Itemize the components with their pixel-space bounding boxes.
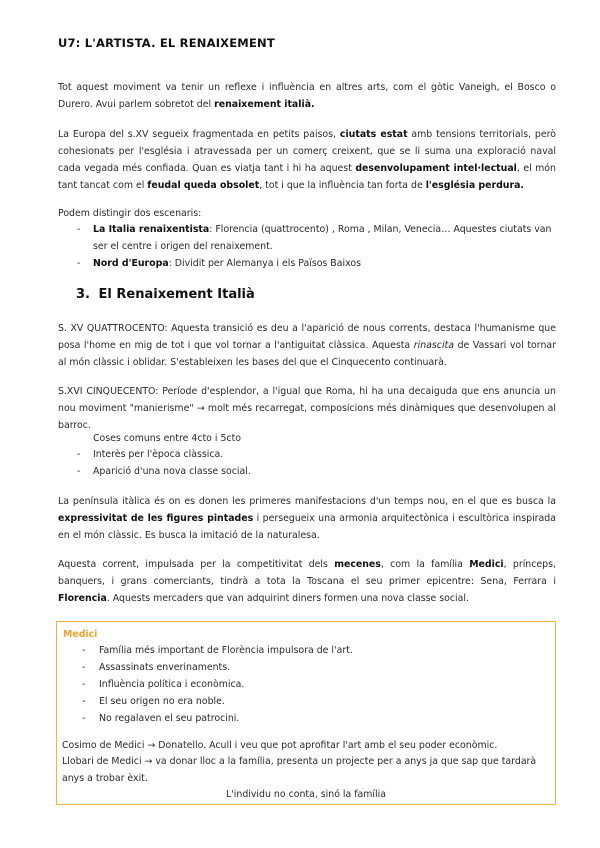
current-bold-d: Medici bbox=[469, 559, 504, 570]
peninsula-paragraph bbox=[58, 493, 556, 544]
current-bold-b: mecenes bbox=[334, 559, 381, 570]
current-bold-f: Florencia bbox=[58, 593, 107, 604]
list-item: - Família més important de Florència impulsora de l'art. bbox=[62, 642, 550, 659]
section-heading bbox=[76, 287, 255, 302]
current-text-g: . Aquests mercaders que van adquirint diners formen una nova classe social. bbox=[106, 593, 469, 604]
scenario-italy-bold: La Italia renaixentista bbox=[93, 224, 210, 235]
list-item: - Aparició d'una nova classe social. bbox=[58, 463, 556, 480]
peninsula-text-c: i persegueix una armonia arquitectònica i escultòrica inspirada en el món clàssic. Es busca la imitació de la naturalesa. bbox=[58, 513, 556, 541]
list-item: - Interès per l'època clàssica. bbox=[58, 446, 556, 463]
europe-bold-b: ciutats estat bbox=[339, 129, 408, 140]
scenario-north-text: : Dividit per Alemanya i els Països Baixos bbox=[168, 258, 361, 269]
intro-paragraph bbox=[58, 79, 556, 113]
europe-text-a: La Europa del s.XV segueix fragmentada en petits paisos, bbox=[58, 129, 340, 140]
peninsula-bold: expressivitat de les figures pintades bbox=[58, 513, 254, 524]
scenarios-list bbox=[58, 221, 556, 272]
medici-box-title: Medici bbox=[63, 629, 98, 640]
europe-paragraph bbox=[58, 126, 556, 194]
section-number: 3. bbox=[76, 287, 90, 302]
current-text-e: , prínceps, banquers, i grans comerciants, tindrà a tota la Toscana el seu primer epicentre: Sena, Ferrara i bbox=[58, 559, 556, 587]
quattro-text-c: de Vassari vol tornar al món clàssic i oblidar. S'estableixen les bases del que el Cinquecento continuarà. bbox=[58, 340, 556, 368]
intro-bold: renaixement italià. bbox=[214, 99, 315, 110]
quattro-text-a: S. XV QUATTROCENTO: Aquesta transició es deu a l'aparició de nous corrents, destaca l'humanisme que posa l'home en mig de tot i que vol tornar a l'antiguitat clàssica. Aquesta bbox=[58, 323, 556, 351]
medici-box bbox=[56, 621, 556, 805]
europe-text-c: amb tensions territorials, però cohesionats per l'església i atravessada per un comerç creixent, que se li suma una exploració naval cada vegada més confiada. Quan es viatja tant i hi ha aquest bbox=[58, 129, 557, 174]
cinquecento-paragraph: S.XVI CINQUECENTO: Període d'esplendor, a l'igual que Roma, hi ha una decaiguda que ens anuncia un nou moviment "manierisme" → molt més recarregat, composicions més dinàmiques que desenvolupen al barroc. bbox=[58, 386, 556, 431]
current-paragraph bbox=[58, 556, 556, 607]
europe-bold-d: desenvolupament intel·lectual bbox=[355, 163, 517, 174]
common-list bbox=[58, 446, 556, 480]
section-title: El Renaixement Italià bbox=[98, 287, 255, 302]
list-item: - Influència política i econòmica. bbox=[62, 676, 550, 693]
family-quote: L'individu no conta, sinó la família bbox=[225, 789, 386, 800]
page-title: U7: L'ARTISTA. EL RENAIXEMENT bbox=[58, 36, 275, 50]
europe-text-g: , tot i que la influència tan forta de bbox=[259, 180, 426, 191]
list-item: - El seu origen no era noble. bbox=[62, 693, 550, 710]
medici-list bbox=[62, 642, 550, 727]
peninsula-text-a: La península itàlica és on es donen les primeres manifestacions d'un temps nou, en el que es busca la bbox=[58, 496, 556, 507]
list-item: - Assassinats enverinaments. bbox=[62, 659, 550, 676]
europe-bold-h: l'església perdura. bbox=[425, 180, 524, 191]
quattrocento-paragraph bbox=[58, 320, 556, 371]
scenario-italy-text: : Florencia (quattrocento) , Roma , Milan, Venecia… Aquestes ciutats van ser el centre i origen del renaixement. bbox=[93, 224, 552, 252]
scenarios-intro: Podem distingir dos escenaris: bbox=[58, 208, 202, 219]
quattro-italic: rinascita bbox=[413, 340, 454, 351]
current-text-c: , com la família bbox=[380, 559, 470, 570]
common-label: Coses comuns entre 4cto i 5cto bbox=[93, 433, 241, 444]
current-text-a: Aquesta corrent, impulsada per la competitivitat dels bbox=[58, 559, 335, 570]
list-item: - No regalaven el seu patrocini. bbox=[62, 710, 550, 727]
cosimo-line: Cosimo de Medici → Donatello. Acull i veu que pot aprofitar l'art amb el seu poder econòmic. bbox=[62, 740, 498, 751]
llobari-line: Llobari de Medici → va donar lloc a la família, presenta un projecte per a anys ja que sap que tardarà anys a trobar èxit. bbox=[62, 756, 537, 784]
europe-text-e: , el món tant tancat com el bbox=[58, 163, 556, 191]
scenario-north-bold: Nord d'Europa bbox=[93, 258, 169, 269]
intro-text: Tot aquest moviment va tenir un reflexe i influència en altres arts, com el gòtic Vaneigh, el Bosco o Durero. Avui parlem sobretot del bbox=[58, 82, 556, 110]
list-item bbox=[58, 221, 556, 255]
europe-bold-f: feudal queda obsolet bbox=[147, 180, 260, 191]
list-item bbox=[58, 255, 556, 272]
